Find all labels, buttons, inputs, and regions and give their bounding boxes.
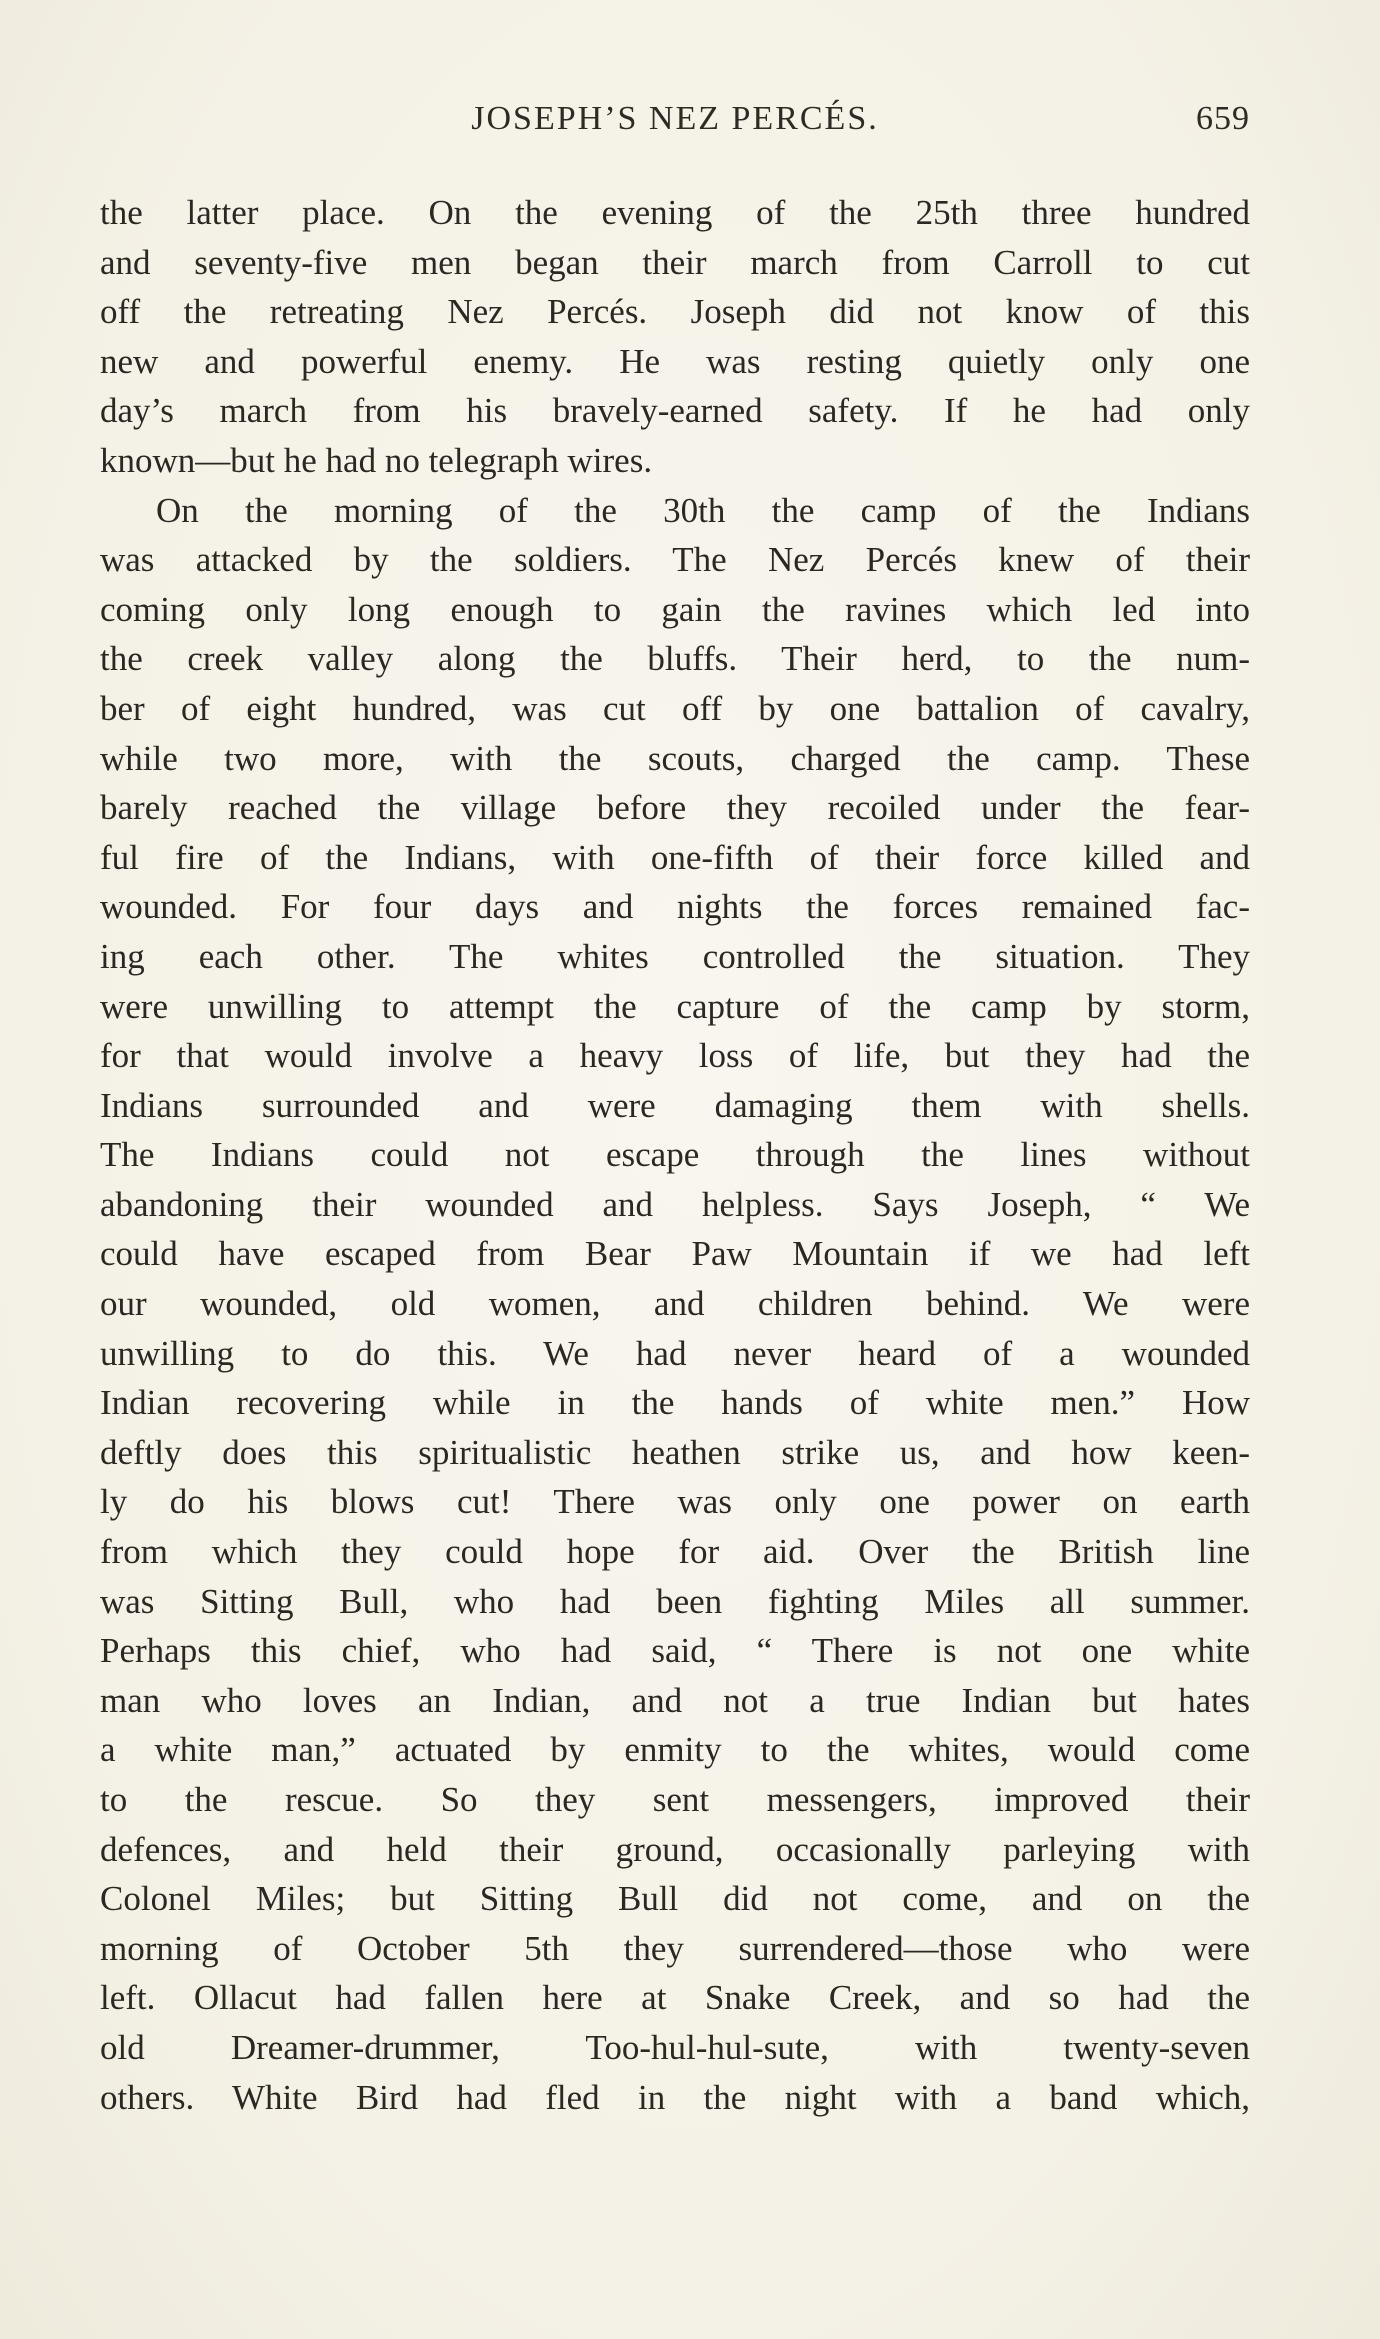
text-line: unwilling to do this. We had never heard of a wounded (100, 1333, 1250, 1373)
text-line: coming only long enough to gain the ravines which led into (100, 589, 1250, 629)
text-line: Perhaps this chief, who had said, “ There is not one white (100, 1631, 1250, 1671)
text-line: new and powerful enemy. He was resting quietly only one (100, 341, 1250, 381)
text-line: man who loves an Indian, and not a true Indian but hates (100, 1680, 1250, 1720)
text-line: left. Ollacut had fallen here at Snake Creek, and so had the (100, 1978, 1250, 2018)
running-head (100, 100, 1250, 150)
text-line: off the retreating Nez Percés. Joseph did not know of this (100, 292, 1250, 332)
text-line: while two more, with the scouts, charged the camp. These (100, 738, 1250, 778)
text-line: the creek valley along the bluffs. Their herd, to the num- (100, 639, 1250, 679)
text-line: others. White Bird had fled in the night with a band which, (100, 2077, 1250, 2117)
text-line: ber of eight hundred, was cut off by one battalion of cavalry, (100, 688, 1250, 728)
text-line: On the morning of the 30th the camp of the Indians (156, 490, 1250, 530)
text-line: morning of October 5th they surrendered—those who were (100, 1928, 1250, 1968)
text-line: from which they could hope for aid. Over the British line (100, 1532, 1250, 1572)
text-line: a white man,” actuated by enmity to the whites, would come (100, 1730, 1250, 1770)
text-line: were unwilling to attempt the capture of the camp by storm, (100, 986, 1250, 1026)
text-line: Indians surrounded and were damaging them with shells. (100, 1085, 1250, 1125)
text-line: was Sitting Bull, who had been fighting Miles all summer. (100, 1581, 1250, 1621)
text-line: ly do his blows cut! There was only one power on earth (100, 1482, 1250, 1522)
text-line: ing each other. The whites controlled the situation. They (100, 936, 1250, 976)
text-line: known—but he had no telegraph wires. (100, 440, 653, 480)
text-line: wounded. For four days and nights the forces remained fac- (100, 887, 1250, 927)
text-line: our wounded, old women, and children behind. We were (100, 1284, 1250, 1324)
text-line: barely reached the village before they recoiled under the fear- (100, 788, 1250, 828)
body-text (100, 188, 1250, 2122)
text-line: defences, and held their ground, occasionally parleying with (100, 1829, 1250, 1869)
text-line: and seventy-five men began their march from Carroll to cut (100, 242, 1250, 282)
text-line: the latter place. On the evening of the 25th three hundred (100, 193, 1250, 232)
text-line: abandoning their wounded and helpless. Says Joseph, “ We (100, 1184, 1250, 1224)
text-line: The Indians could not escape through the lines without (100, 1135, 1250, 1175)
text-line: could have escaped from Bear Paw Mountain if we had left (100, 1234, 1250, 1274)
text-line: for that would involve a heavy loss of life, but they had the (100, 1036, 1250, 1076)
text-line: ful fire of the Indians, with one-fifth of their force killed and (100, 837, 1250, 877)
text-line: Indian recovering while in the hands of white men.” How (100, 1383, 1250, 1423)
running-title: JOSEPH’S NEZ PERCÉS. (471, 100, 879, 137)
text-line: old Dreamer-drummer, Too-hul-hul-sute, with twenty-seven (100, 2027, 1250, 2067)
page-number: 659 (1196, 100, 1250, 137)
text-line: deftly does this spiritualistic heathen strike us, and how keen- (100, 1432, 1250, 1472)
text-line: to the rescue. So they sent messengers, improved their (100, 1780, 1250, 1819)
text-line: Colonel Miles; but Sitting Bull did not come, and on the (100, 1879, 1250, 1919)
text-line: day’s march from his bravely-earned safety. If he had only (100, 391, 1250, 431)
text-line: was attacked by the soldiers. The Nez Percés knew of their (100, 540, 1250, 580)
